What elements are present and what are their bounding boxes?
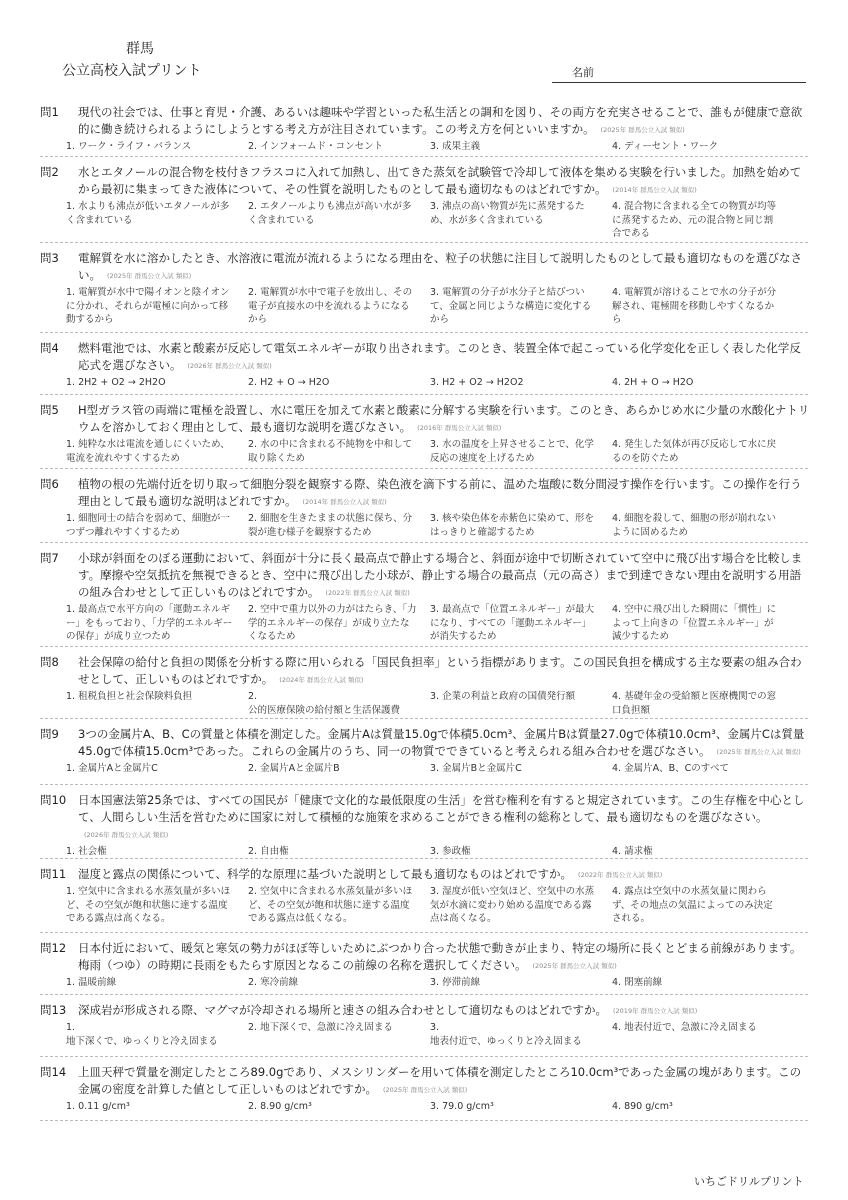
divider: [40, 1056, 808, 1057]
question-3: [40, 250, 810, 327]
choice-4[interactable]: 4. 細胞を殺して、細胞の形が崩れないように固めるため: [612, 513, 776, 538]
choice-2[interactable]: 2. 水の中に含まれる不純物を中和して取り除くため: [248, 439, 413, 464]
question-number: 問12: [40, 941, 67, 955]
choice-4[interactable]: 4. 混合物に含まれる全ての物質が均等に蒸発するため、元の混合物と同じ割合である: [612, 201, 777, 239]
name-field-line[interactable]: [552, 82, 806, 83]
question-text: 深成岩が形成される際、マグマが冷却される場所と速さの組み合わせとして適切なものはどれですか。 (2019年 群馬公立入試 類似): [78, 1003, 698, 1017]
choice-4[interactable]: 4. 基礎年金の受給額と医療機関での窓口負担額: [612, 691, 777, 716]
question-source: (2025年 群馬公立入試 類似): [532, 962, 617, 970]
question-number: 問4: [40, 341, 59, 355]
choice-3[interactable]: 3. 企業の利益と政府の国債発行額: [430, 691, 576, 702]
question-text: 現代の社会では、仕事と育児・介護、あるいは趣味や学習といった私生活との調和を図り、その両方を充実させることで、誰もが健康で意欲的に働き続けられるようにしようとする考え方が注目されています。この考え方を何といいますか。 (2025年 群馬公立入試 類似): [78, 105, 803, 136]
choice-2[interactable]: 2. 地下深くで、急激に冷え固まる: [248, 1022, 393, 1033]
question-text: 小球が斜面をのぼる運動において、斜面が十分に長く最高点で静止する場合と、斜面が途中で切断されていて空中に飛び出す場合を比較します。摩擦や空気抵抗を無視できるとき、空中に飛び出した小球が、静止する場合の最高点（元の高さ）まで到達できない理由を説明する用語の組み合わせとして正しいものはどれですか。 (2022年 群馬公立入試 類似): [78, 551, 803, 599]
choice-2[interactable]: 2. H2 + O → H2O: [248, 377, 330, 388]
question-source: (2019年 群馬公立入試 類似): [613, 1007, 698, 1015]
divider: [40, 1120, 808, 1121]
divider: [40, 242, 808, 243]
choice-1[interactable]: 1. 空気中に含まれる水蒸気量が多いほど、その空気が飽和状態に達する温度である露点は高くなる。: [66, 886, 231, 924]
question-source: (2016年 群馬公立入試 類似): [417, 424, 502, 432]
footer-brand: いちごドリルプリント: [694, 1175, 804, 1188]
choice-1[interactable]: 1. 純粋な水は電流を通しにくいため、電流を流れやすくするため: [66, 439, 230, 464]
choice-3[interactable]: 3. 沸点の高い物質が先に蒸発するため、水が多く含まれている: [430, 201, 585, 226]
question-text: 植物の根の先端付近を切り取って細胞分裂を観察する際、染色液を滴下する前に、温めた塩酸に数分間浸す操作を行います。この操作を行う理由として最も適切な説明はどれですか。 (2014年 群馬公立入試 類似): [78, 477, 802, 508]
divider: [40, 784, 808, 785]
name-label: 名前: [572, 66, 594, 79]
question-number: 問11: [40, 867, 67, 881]
choice-3[interactable]: 3. H2 + O2 → H2O2: [430, 377, 524, 388]
question-number: 問9: [40, 727, 59, 741]
choice-2[interactable]: 2. 公的医療保険の給付額と生活保護費: [248, 691, 401, 716]
question-9: [40, 726, 810, 776]
choice-4[interactable]: 4. ディーセント・ワーク: [612, 141, 719, 152]
choice-list: [66, 885, 810, 926]
question-source: (2025年 群馬公立入試 類似): [600, 126, 685, 134]
question-source: (2025年 群馬公立入試 類似): [107, 272, 192, 280]
choice-1[interactable]: 1. 租税負担と社会保険料負担: [66, 691, 193, 702]
question-source: (2022年 群馬公立入試 類似): [325, 589, 410, 597]
divider: [40, 542, 808, 543]
choice-list: [66, 1100, 810, 1114]
question-number: 問5: [40, 403, 59, 417]
question-source: (2024年 群馬公立入試 類似): [279, 676, 364, 684]
page-title: 公立高校入試プリント: [62, 63, 202, 79]
choice-list: [66, 690, 810, 717]
divider: [40, 332, 808, 333]
choice-list: [66, 438, 810, 465]
question-number: 問7: [40, 551, 59, 565]
choice-list: [66, 512, 810, 539]
choice-2[interactable]: 2. 8.90 g/cm³: [248, 1101, 312, 1112]
question-10: [40, 792, 810, 859]
choice-1[interactable]: 1. 社会権: [66, 846, 107, 857]
choice-3[interactable]: 3. 金属片Bと金属片C: [430, 763, 522, 774]
question-13: [40, 1002, 810, 1048]
question-1: [40, 104, 810, 154]
question-text: 3つの金属片A、B、Cの質量と体積を測定した。金属片Aは質量15.0gで体積5.0cm³、金属片Bは質量27.0gで体積10.0cm³、金属片Cは質量45.0gで体積15.0cm³であった。これらの金属片のうち、同一の物質でできていると考えられる組み合わせを選びなさい。 (2025年 群馬公立入試 類似): [78, 727, 805, 758]
choice-3[interactable]: 3. 最高点で「位置エネルギー」が最大になり、すべての「運動エネルギー」が消失するため: [430, 604, 595, 642]
question-source: (2026年 群馬公立入試 類似): [84, 831, 169, 839]
question-text: 湿度と露点の関係について、科学的な原理に基づいた説明として最も適切なものはどれですか。 (2022年 群馬公立入試 類似): [78, 867, 663, 881]
choice-4[interactable]: 4. 地表付近で、急激に冷え固まる: [612, 1022, 757, 1033]
question-number: 問8: [40, 655, 59, 669]
divider: [40, 932, 808, 933]
choice-2[interactable]: 2. インフォームド・コンセント: [248, 141, 384, 152]
question-number: 問10: [40, 793, 67, 807]
choice-list: [66, 976, 810, 990]
question-11: [40, 866, 810, 926]
choice-2[interactable]: 2. 空気中に含まれる水蒸気量が多いほど、その空気が飽和状態に達する温度である露点は低くなる。: [248, 886, 413, 924]
choice-1[interactable]: 1. 地下深くで、ゆっくりと冷え固まる: [66, 1022, 218, 1047]
choice-3[interactable]: 3. 参政権: [430, 846, 471, 857]
choice-4[interactable]: 4. 発生した気体が再び反応して水に戻るのを防ぐため: [612, 439, 777, 464]
choice-1[interactable]: 1. 電解質が水中で陽イオンと陰イオンに分かれ、それらが電極に向かって移動するから: [66, 287, 230, 325]
choice-4[interactable]: 4. 空中に飛び出した瞬間に「慣性」によって上向きの「位置エネルギー」が減少するため: [612, 604, 777, 642]
choice-1[interactable]: 1. 0.11 g/cm³: [66, 1101, 130, 1112]
question-source: (2025年 群馬公立入試 類似): [716, 748, 801, 756]
choice-4[interactable]: 4. 2H + O → H2O: [612, 377, 694, 388]
choice-3[interactable]: 3. 成果主義: [430, 141, 481, 152]
divider: [40, 468, 808, 469]
question-text: 日本付近において、暖気と寒気の勢力がほぼ等しいためにぶつかり合った状態で動きが止まり、特定の場所に長くとどまる前線があります。梅雨（つゆ）の時期に長雨をもたらす原因となるこの前線の名称を選択してください。 (2025年 群馬公立入試 類似): [78, 941, 802, 972]
choice-2[interactable]: 2. 自由権: [248, 846, 289, 857]
choice-2[interactable]: 2. 空中で重力以外の力がはたらき、「力学的エネルギーの保存」が成り立たなくなるため: [248, 604, 417, 642]
choice-1[interactable]: 1. 最高点で水平方向の「運動エネルギー」をもっており、「力学的エネルギーの保存」が成り立つため: [66, 604, 233, 642]
question-text: 電解質を水に溶かしたとき、水溶液に電流が流れるようになる理由を、粒子の状態に注目して説明したものとして最も適切なものを選びなさい。 (2025年 群馬公立入試 類似): [78, 251, 803, 282]
question-5: [40, 402, 810, 465]
choice-3[interactable]: 3. 湿度が低い空気ほど、空気中の水蒸気が水滴に変わり始める温度である露点は高くなる。: [430, 886, 595, 924]
question-number: 問13: [40, 1003, 67, 1017]
question-number: 問14: [40, 1065, 67, 1079]
question-4: [40, 340, 810, 390]
choice-list: [66, 140, 810, 154]
choice-3[interactable]: 3. 79.0 g/cm³: [430, 1101, 494, 1112]
divider: [40, 394, 808, 395]
question-source: (2022年 群馬公立入試 類似): [578, 871, 663, 879]
question-number: 問1: [40, 105, 59, 119]
choice-2[interactable]: 2. 金属片Aと金属片B: [248, 763, 340, 774]
choice-3[interactable]: 3. 水の温度を上昇させることで、化学反応の速度を上げるため: [430, 439, 594, 464]
question-source: (2025年 群馬公立入試 類似): [383, 1086, 468, 1094]
choice-1[interactable]: 1. 水よりも沸点が低いエタノールが多く含まれている: [66, 201, 230, 226]
question-12: [40, 940, 810, 990]
question-source: (2014年 群馬公立入試 類似): [302, 498, 387, 506]
choice-list: [66, 286, 810, 327]
choice-2[interactable]: 2. 寒冷前線: [248, 977, 299, 988]
choice-1[interactable]: 1. 温暖前線: [66, 977, 117, 988]
choice-3[interactable]: 3. 地表付近で、ゆっくりと冷え固まる: [430, 1022, 582, 1047]
choice-2[interactable]: 2. エタノールよりも沸点が高い水が多く含まれている: [248, 201, 412, 226]
choice-1[interactable]: 1. 2H2 + O2 → 2H2O: [66, 377, 166, 388]
divider: [40, 718, 808, 719]
question-8: [40, 654, 810, 717]
choice-list: [66, 845, 810, 859]
choice-3[interactable]: 3. 核や染色体を赤紫色に染めて、形をはっきりと確認するため: [430, 513, 594, 538]
choice-list: [66, 200, 810, 241]
choice-3[interactable]: 3. 電解質の分子が水分子と結びついて、金属と同じような構造に変化するから: [430, 287, 592, 325]
question-number: 問3: [40, 251, 59, 265]
choice-2[interactable]: 2. 細胞を生きたままの状態に保ち、分裂が進む様子を観察するため: [248, 513, 413, 538]
question-text: 日本国憲法第25条では、すべての国民が「健康で文化的な最低限度の生活」を営む権利を有すると規定されています。この生存権を中心として、人間らしい生活を営むために国家に対して積極的な施策を求めることができる権利の総称として、最も適切なものを選びなさい。(2026年 群馬公立入試 類似): [78, 793, 805, 839]
choice-3[interactable]: 3. 停滞前線: [430, 977, 481, 988]
choice-4[interactable]: 4. 請求権: [612, 846, 653, 857]
question-number: 問2: [40, 165, 59, 179]
question-6: [40, 476, 810, 539]
question-source: (2026年 群馬公立入試 類似): [187, 362, 272, 370]
divider: [40, 646, 808, 647]
question-number: 問6: [40, 477, 59, 491]
prefecture-label: 群馬: [126, 41, 154, 57]
choice-4[interactable]: 4. 金属片A、B、Cのすべて: [612, 763, 730, 774]
divider: [40, 858, 808, 859]
question-7: [40, 550, 810, 644]
choice-4[interactable]: 4. 電解質が溶けることで水の分子が分解され、電極間を移動しやすくなるから: [612, 287, 777, 325]
choice-list: [66, 1021, 810, 1048]
divider: [40, 994, 808, 995]
question-text: 上皿天秤で質量を測定したところ89.0gであり、メスシリンダーを用いて体積を測定したところ10.0cm³であった金属の塊があります。この金属の密度を計算した値として正しいものはどれですか。 (2025年 群馬公立入試 類似): [78, 1065, 802, 1096]
choice-1[interactable]: 1. ワーク・ライフ・バランス: [66, 141, 192, 152]
choice-4[interactable]: 4. 閉塞前線: [612, 977, 663, 988]
choice-4[interactable]: 4. 露点は空気中の水蒸気量に関わらず、その地点の気温によってのみ決定される。: [612, 886, 773, 924]
question-text: 水とエタノールの混合物を枝付きフラスコに入れて加熱し、出てきた蒸気を試験管で冷却して液体を集める実験を行いました。加熱を始めてから最初に集まってきた液体について、その性質を説明したものとして最も適切なものはどれですか。 (2014年 群馬公立入試 類似): [78, 165, 802, 196]
question-2: [40, 164, 810, 241]
choice-list: [66, 603, 810, 644]
choice-1[interactable]: 1. 細胞同士の結合を弱めて、細胞が一つずつ離れやすくするため: [66, 513, 230, 538]
choice-1[interactable]: 1. 金属片Aと金属片C: [66, 763, 158, 774]
question-text: 社会保障の給付と負担の関係を分析する際に用いられる「国民負担率」という指標があります。この国民負担を構成する主な要素の組み合わせとして、正しいものはどれですか。 (2024年 群馬公立入試 類似): [78, 655, 802, 686]
question-source: (2014年 群馬公立入試 類似): [612, 186, 697, 194]
question-text: 燃料電池では、水素と酸素が反応して電気エネルギーが取り出されます。このとき、装置全体で起こっている化学変化を正しく表した化学反応式を選びなさい。 (2026年 群馬公立入試 類似): [78, 341, 801, 372]
choice-4[interactable]: 4. 890 g/cm³: [612, 1101, 673, 1112]
choice-list: [66, 762, 810, 776]
choice-2[interactable]: 2. 電解質が水中で電子を放出し、その電子が直接水の中を流れるようになるから: [248, 287, 413, 325]
question-14: [40, 1064, 810, 1114]
question-text: H型ガラス管の両端に電極を設置し、水に電圧を加えて水素と酸素に分解する実験を行います。このとき、あらかじめ水に少量の水酸化ナトリウムを溶かしておく理由として、最も適切な説明を選びなさい。 (2016年 群馬公立入試 類似): [78, 403, 810, 434]
choice-list: [66, 376, 810, 390]
divider: [40, 156, 808, 157]
